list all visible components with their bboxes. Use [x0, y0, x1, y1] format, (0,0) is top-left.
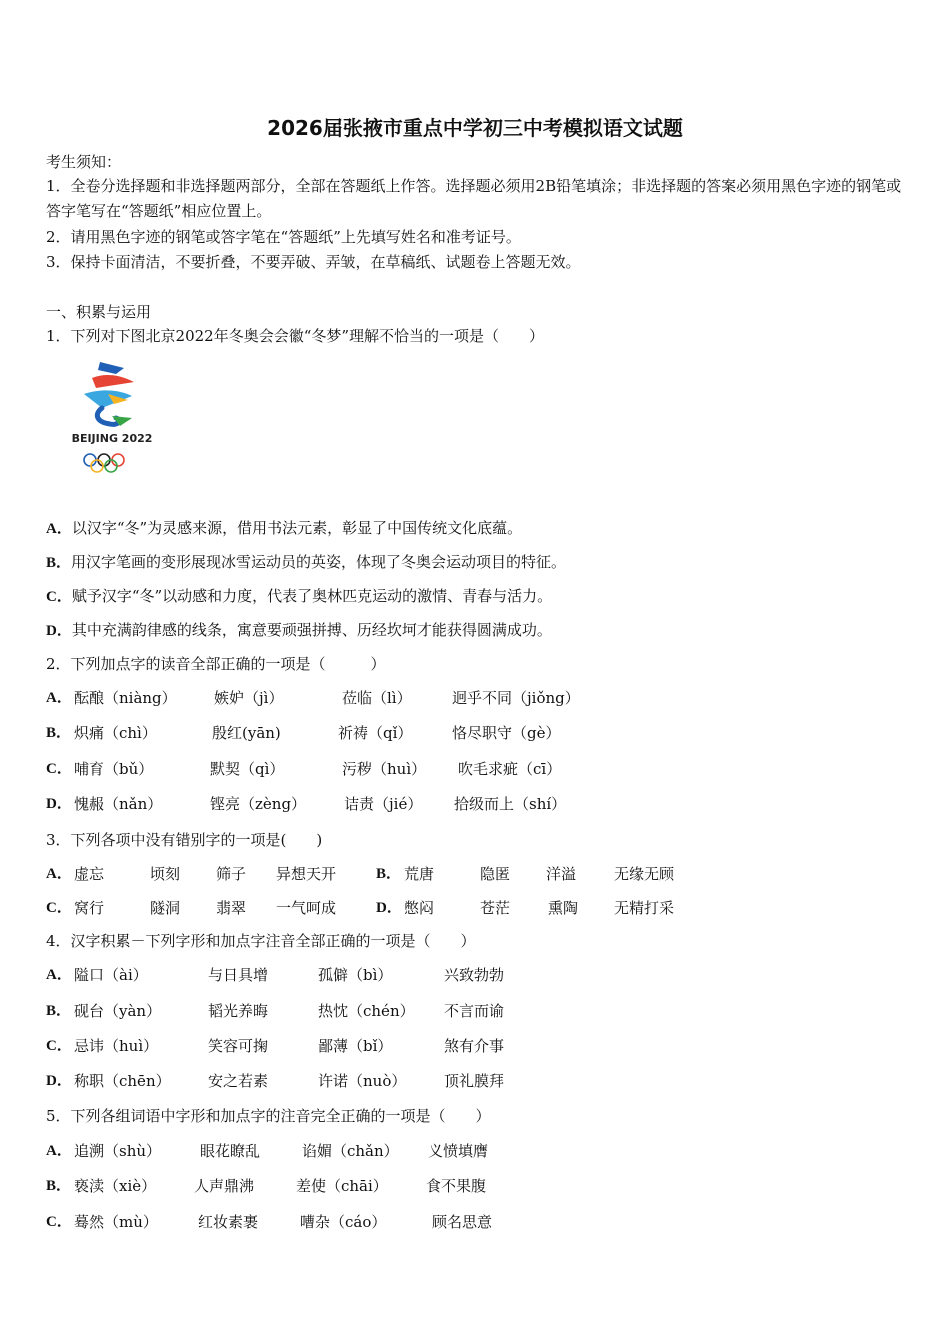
option-item: 嫉妒（jì）: [214, 689, 284, 707]
option-item: 拾级而上（shí）: [454, 795, 567, 813]
option-item: 孤僻（bì）: [318, 966, 393, 984]
option-item: 兴致勃勃: [444, 966, 505, 984]
option-item: 追溯（shù）: [74, 1142, 162, 1160]
option-item: 憋闷: [404, 899, 435, 917]
option-item: 迥乎不同（jiǒng）: [452, 689, 580, 707]
question-stem: 4．汉字积累－下列字形和加点字注音全部正确的一项是（ ）: [46, 932, 476, 950]
option-item: 煞有介事: [444, 1037, 505, 1055]
option-label: C．: [46, 1214, 72, 1230]
emblem-stroke-curve: [97, 408, 119, 424]
notice-item: 1．全卷分选择题和非选择题两部分，全部在答题纸上作答。选择题必须用2B铅笔填涂；非选择题的答案必须用黑色字迹的钢笔或答字笔写在“答题纸”相应位置上。: [46, 177, 902, 220]
option-item: 红妆素裹: [198, 1213, 259, 1231]
option-item: 不言而谕: [444, 1002, 505, 1020]
emblem-text: BEIJING 2022: [71, 432, 153, 445]
option-item: 愧赧（nǎn）: [74, 795, 163, 813]
option-item: 默契（qì）: [210, 760, 285, 778]
option-label: D．: [46, 1073, 72, 1089]
option-item: 忌讳（huì）: [74, 1037, 159, 1055]
option-item: 荒唐: [404, 865, 435, 883]
option-item: 哺育（bǔ）: [74, 760, 154, 778]
notice-heading: 考生须知：: [46, 153, 122, 171]
option-b: B．用汉字笔画的变形展现冰雪运动员的英姿，体现了冬奥会运动项目的特征。: [46, 553, 567, 571]
option-label: B．: [376, 866, 402, 882]
option-item: 隐匿: [480, 865, 511, 883]
option-item: 谄媚（chǎn）: [302, 1142, 399, 1160]
option-item: 熏陶: [548, 899, 579, 917]
page-title: 2026届张掖市重点中学初三中考模拟语文试题: [267, 116, 683, 140]
option-label: D．: [46, 796, 72, 812]
option-item: 食不果腹: [426, 1177, 487, 1195]
option-item: 顾名思意: [432, 1213, 493, 1231]
option-item: 亵渎（xiè）: [74, 1177, 157, 1195]
option-item: 隘口（ài）: [74, 966, 148, 984]
option-item: 异想天开: [276, 865, 337, 883]
option-label: B．: [46, 725, 72, 741]
option-label: C．: [46, 761, 72, 777]
option-item: 酝酿（niàng）: [74, 689, 177, 707]
option-item: 义愤填膺: [428, 1142, 489, 1160]
option-label: C．: [46, 1038, 72, 1054]
option-item: 洋溢: [546, 865, 577, 883]
option-item: 眼花瞭乱: [200, 1142, 261, 1160]
option-label: B．: [46, 1178, 72, 1194]
emblem-stroke-blue: [98, 362, 124, 374]
option-item: 称职（chēn）: [74, 1072, 171, 1090]
option-item: 顶礼膜拜: [444, 1072, 505, 1090]
option-item: 安之若素: [208, 1072, 269, 1090]
option-item: 许诺（nuò）: [318, 1072, 407, 1090]
option-item: 与日具增: [208, 966, 269, 984]
option-item: 殷红(yān): [212, 724, 281, 742]
question-stem: 1．下列对下图北京2022年冬奥会会徽“冬梦”理解不恰当的一项是（ ）: [46, 327, 545, 345]
option-item: 窝行: [74, 899, 105, 917]
option-item: 蓦然（mù）: [74, 1213, 158, 1231]
option-item: 热忱（chén）: [318, 1002, 415, 1020]
option-item: 炽痛（chì）: [74, 724, 157, 742]
question-stem: 5．下列各组词语中字形和加点字的注音完全正确的一项是（ ）: [46, 1107, 491, 1125]
option-item: 污秽（huì）: [342, 760, 427, 778]
section-heading: 一、积累与运用: [46, 303, 152, 321]
question-stem: 3．下列各项中没有错别字的一项是( ): [46, 831, 323, 849]
option-item: 隧洞: [150, 899, 181, 917]
option-item: 翡翠: [216, 899, 247, 917]
option-item: 铿亮（zèng）: [210, 795, 307, 813]
option-item: 诘责（jié）: [344, 795, 423, 813]
option-label: A．: [46, 690, 72, 706]
option-item: 虚忘: [74, 865, 105, 883]
option-label: A．: [46, 967, 72, 983]
notice-item: 2．请用黑色字迹的钢笔或答字笔在“答题纸”上先填写姓名和准考证号。: [46, 228, 521, 246]
option-item: 筛子: [216, 865, 247, 883]
emblem-stroke-red: [92, 375, 134, 388]
option-item: 苍茫: [480, 899, 511, 917]
option-item: 顷刻: [150, 865, 181, 883]
option-label: B．: [46, 1003, 72, 1019]
beijing-2022-emblem: [62, 356, 162, 486]
option-item: 恪尽职守（gè）: [452, 724, 561, 742]
option-label: A．: [46, 1143, 72, 1159]
option-item: 嘈杂（cáo）: [300, 1213, 387, 1231]
option-item: 鄙薄（bǐ）: [318, 1037, 393, 1055]
option-item: 韬光养晦: [208, 1002, 269, 1020]
option-label: D．: [376, 900, 402, 916]
option-item: 差使（chāi）: [296, 1177, 388, 1195]
option-label: C．: [46, 900, 72, 916]
notice-item: 3．保持卡面清洁，不要折叠，不要弄破、弄皱，在草稿纸、试题卷上答题无效。: [46, 253, 581, 271]
option-item: 莅临（lì）: [342, 689, 412, 707]
option-c: C．赋予汉字“冬”以动感和力度，代表了奥林匹克运动的激情、青春与活力。: [46, 587, 553, 605]
option-item: 一气呵成: [276, 899, 337, 917]
option-item: 祈祷（qǐ）: [338, 724, 413, 742]
option-item: 笑容可掬: [208, 1037, 269, 1055]
option-item: 无缘无顾: [614, 865, 675, 883]
option-item: 吹毛求疵（cī）: [458, 760, 562, 778]
option-label: A．: [46, 866, 72, 882]
option-item: 无精打采: [614, 899, 675, 917]
option-d: D．其中充满韵律感的线条，寓意要顽强拼搏、历经坎坷才能获得圆满成功。: [46, 621, 552, 639]
option-item: 砚台（yàn）: [74, 1002, 162, 1020]
question-stem: 2．下列加点字的读音全部正确的一项是（ ）: [46, 655, 386, 673]
option-item: 人声鼎沸: [194, 1177, 255, 1195]
option-a: A．以汉字“冬”为灵感来源，借用书法元素，彰显了中国传统文化底蕴。: [46, 519, 523, 537]
